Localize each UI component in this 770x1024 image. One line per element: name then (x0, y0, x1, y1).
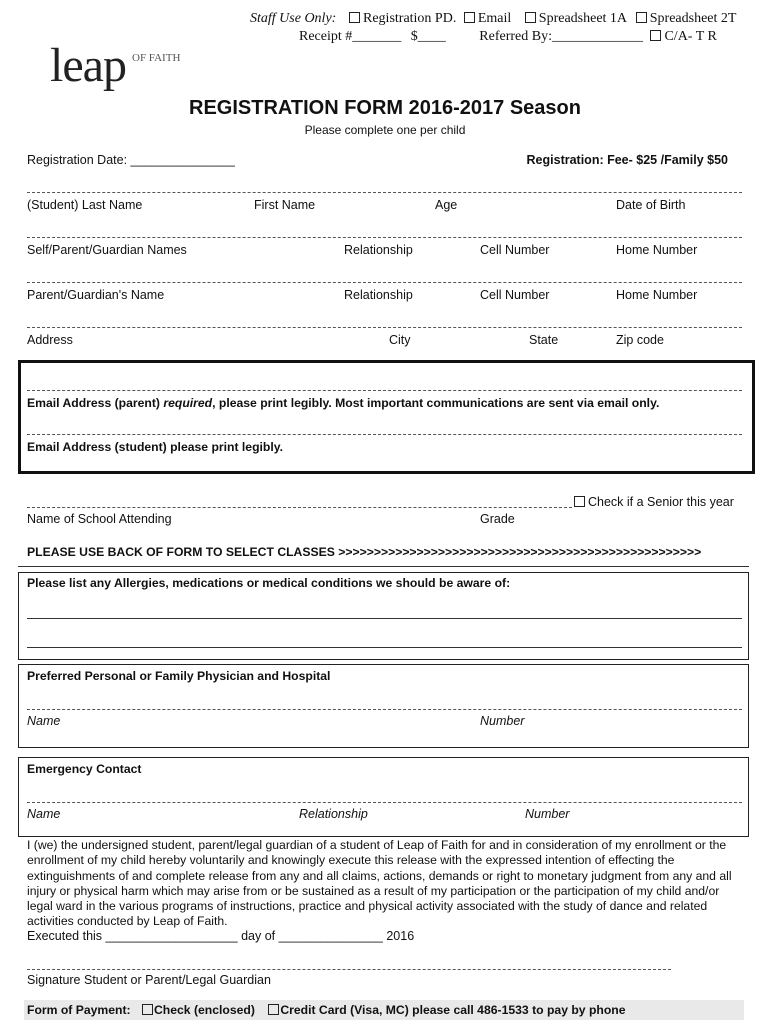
student-age-label: Age (435, 198, 458, 212)
parent-email-required: required (163, 396, 213, 410)
spreadsheet-1a-checkbox[interactable] (525, 12, 536, 23)
allergies-line-1[interactable] (27, 618, 742, 619)
credit-card-label: Credit Card (Visa, MC) please call 486-1533 to pay by phone (280, 1003, 626, 1017)
allergies-line-2[interactable] (27, 647, 742, 648)
logo-sub: OF FAITH (132, 52, 181, 64)
registration-date-field[interactable]: Registration Date: _______________ (27, 153, 235, 167)
payment-label: Form of Payment: (27, 1003, 131, 1017)
senior-label: Check if a Senior this year (588, 495, 734, 509)
student-email-label: Email Address (student) please print legibly. (27, 440, 283, 454)
student-line[interactable] (27, 192, 742, 193)
logo (50, 38, 181, 93)
registration-fee: Registration: Fee- $25 /Family $50 (526, 153, 728, 167)
student-dob-label: Date of Birth (616, 198, 686, 212)
allergies-label: Please list any Allergies, medications or medical conditions we should be aware of: (27, 576, 511, 590)
classes-divider (18, 566, 749, 567)
logo-main: leap (50, 39, 126, 92)
senior-checkbox[interactable] (574, 496, 585, 507)
address-line[interactable] (27, 327, 742, 328)
spreadsheet-2t-label: Spreadsheet 2T (649, 11, 737, 26)
guardian1-name-label: Self/Parent/Guardian Names (27, 243, 187, 257)
student-email-line[interactable] (27, 434, 742, 435)
physician-title: Preferred Personal or Family Physician and Hospital (27, 669, 331, 683)
guardian1-home-label: Home Number (616, 243, 698, 257)
executed-line[interactable]: Executed this ___________________ day of _______________ 2016 (27, 929, 415, 943)
registration-pd-label: Registration PD. (363, 11, 457, 26)
school-name-label: Name of School Attending (27, 512, 172, 526)
zip-label: Zip code (616, 333, 664, 347)
credit-card-checkbox[interactable] (268, 1004, 279, 1015)
spreadsheet-1a-label: Spreadsheet 1A (538, 11, 627, 26)
physician-name-label: Name (27, 714, 61, 728)
staff-row2 (299, 29, 717, 45)
emergency-line[interactable] (27, 802, 742, 803)
page-subtitle: Please complete one per child (304, 123, 466, 137)
email-label: Email (477, 11, 512, 26)
referred-by-field[interactable]: Referred By:_____________ (479, 29, 643, 44)
emergency-number-label: Number (525, 807, 570, 821)
check-checkbox[interactable] (142, 1004, 153, 1015)
check-label: Check (enclosed) (154, 1003, 255, 1017)
guardian2-name-label: Parent/Guardian's Name (27, 288, 165, 302)
parent-email-line[interactable] (27, 390, 742, 391)
parent-email-label-a: Email Address (parent) (27, 396, 164, 410)
physician-line[interactable] (27, 709, 742, 710)
payment-row (27, 1003, 626, 1017)
staff-use-label: Staff Use Only: (250, 11, 337, 26)
classes-note: PLEASE USE BACK OF FORM TO SELECT CLASSES >>>>>>>>>>>>>>>>>>>>>>>>>>>>>>>>>>>>>>>>>>>>>>>>>>> (27, 545, 702, 559)
guardian2-home-label: Home Number (616, 288, 698, 302)
spreadsheet-2t-checkbox[interactable] (636, 12, 647, 23)
senior-check (574, 495, 734, 509)
ca-tr-checkbox[interactable] (650, 30, 661, 41)
guardian1-cell-label: Cell Number (480, 243, 550, 257)
city-label: City (389, 333, 411, 347)
email-checkbox[interactable] (464, 12, 475, 23)
release-text: I (we) the undersigned student, parent/legal guardian of a student of Leap of Faith for and in consideration of my enrollment or the enrollment of my child hereby voluntarily and knowingly execute this release with the expressed intention of effecting the extinguishments of and complete release from any and all claims, actions, demands or right to monetary judgment from any and all injury or physical harm which may arise from or be sustained as a result of my participation or the participation of my child and/or legal ward in the various programs of instructions, practice and physical activity associated with the study of dance and related activities conducted by Leap of Faith. (27, 838, 732, 929)
signature-line[interactable] (27, 969, 671, 970)
state-label: State (529, 333, 559, 347)
registration-pd-checkbox[interactable] (349, 12, 360, 23)
grade-label: Grade (480, 512, 515, 526)
school-line[interactable] (27, 507, 572, 508)
parent-email-label (27, 396, 659, 410)
guardian2-relationship-label: Relationship (344, 288, 413, 302)
staff-checkboxes-row1 (349, 11, 736, 27)
email-box (18, 360, 755, 474)
emergency-name-label: Name (27, 807, 61, 821)
signature-label: Signature Student or Parent/Legal Guardian (27, 973, 271, 987)
student-last-name-label: (Student) Last Name (27, 198, 143, 212)
guardian2-cell-label: Cell Number (480, 288, 550, 302)
emergency-title: Emergency Contact (27, 762, 142, 776)
student-first-name-label: First Name (254, 198, 316, 212)
guardian2-line[interactable] (27, 282, 742, 283)
page-title: REGISTRATION FORM 2016-2017 Season (189, 97, 581, 119)
receipt-field[interactable]: Receipt #_______ (299, 29, 402, 44)
guardian1-relationship-label: Relationship (344, 243, 413, 257)
parent-email-label-c: , please print legibly. Most important communications are sent via email only. (212, 396, 660, 410)
guardian1-line[interactable] (27, 237, 742, 238)
address-label: Address (27, 333, 73, 347)
emergency-relationship-label: Relationship (299, 807, 368, 821)
physician-number-label: Number (480, 714, 525, 728)
dollar-field[interactable]: $____ (410, 29, 446, 44)
ca-tr-label: C/A- T R (664, 29, 717, 44)
